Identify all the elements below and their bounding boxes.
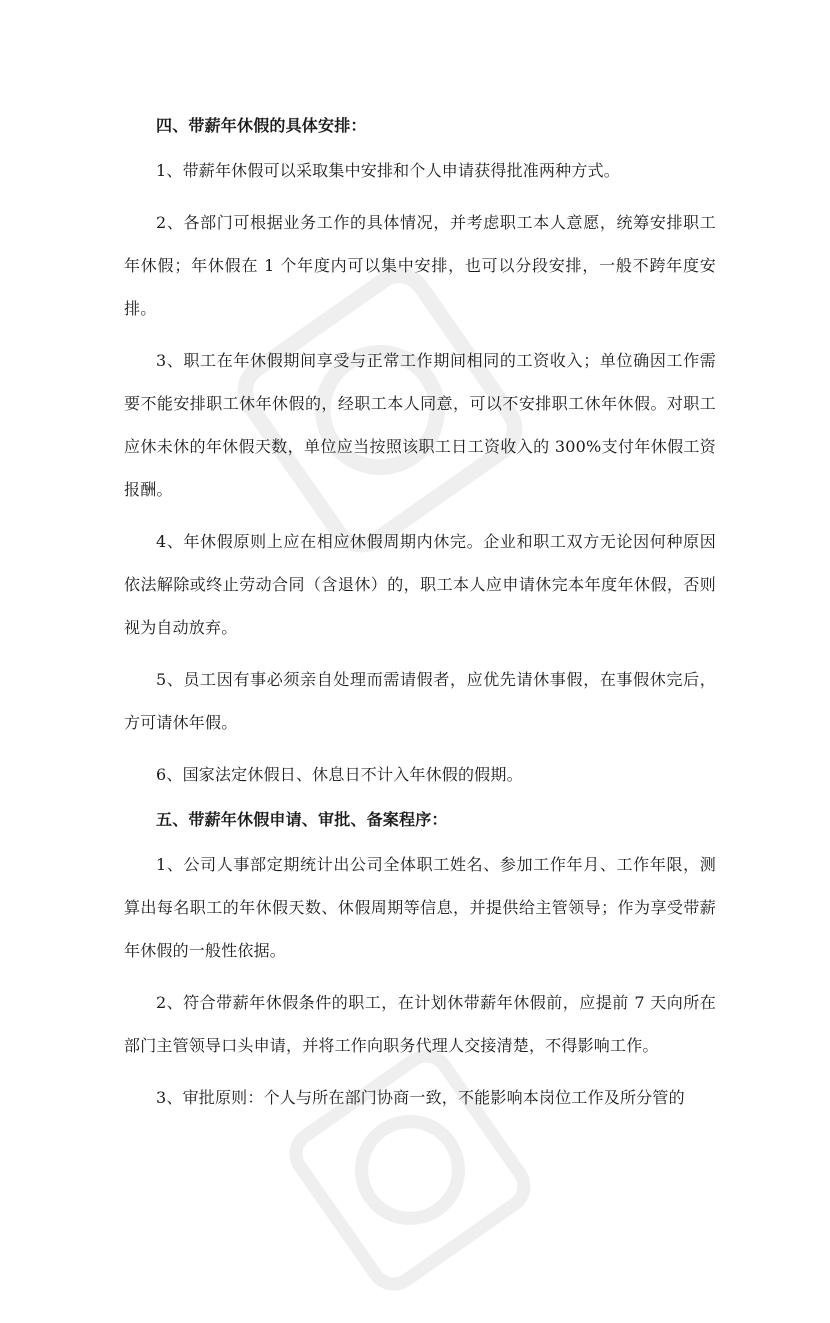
document-page — [124, 104, 716, 1119]
paragraph: 4、年休假原则上应在相应休假周期内休完。企业和职工双方无论因何种原因依法解除或终止劳动合同（含退休）的，职工本人应申请休完本年度年休假，否则视为自动放弃。 — [124, 532, 716, 637]
paragraph: 6、国家法定休假日、休息日不计入年休假的假期。 — [156, 765, 523, 784]
paragraph: 2、各部门可根据业务工作的具体情况，并考虑职工本人意愿，统筹安排职工年休假；年休假在 1 个年度内可以集中安排，也可以分段安排，一般不跨年度安排。 — [124, 213, 716, 318]
section-heading: 五、带薪年休假申请、审批、备案程序： — [156, 810, 448, 829]
paragraph: 3、审批原则：个人与所在部门协商一致，不能影响本岗位工作及所分管的 — [156, 1088, 685, 1107]
paragraph: 1、公司人事部定期统计出公司全体职工姓名、参加工作年月、工作年限，测算出每名职工的年休假天数、休假周期等信息，并提供给主管领导；作为享受带薪年休假的一般性依据。 — [124, 855, 716, 960]
section-leave-application-procedure — [124, 798, 716, 1119]
section-heading: 四、带薪年休假的具体安排： — [156, 116, 367, 135]
paragraph: 3、职工在年休假期间享受与正常工作期间相同的工资收入；单位确因工作需要不能安排职工休年休假的，经职工本人同意，可以不安排职工休年休假。对职工应休未休的年休假天数，单位应当按照该职工日工资收入的 300%支付年休假工资报酬。 — [124, 351, 716, 499]
section-annual-leave-arrangement — [124, 104, 716, 796]
paragraph: 2、符合带薪年休假条件的职工，在计划休带薪年休假前，应提前 7 天向所在部门主管领导口头申请，并将工作向职务代理人交接清楚，不得影响工作。 — [124, 993, 716, 1055]
paragraph: 5、员工因有事必须亲自处理而需请假者，应优先请休事假，在事假休完后，方可请休年假。 — [124, 670, 716, 732]
paragraph: 1、带薪年休假可以采取集中安排和个人申请获得批准两种方式。 — [156, 161, 620, 180]
